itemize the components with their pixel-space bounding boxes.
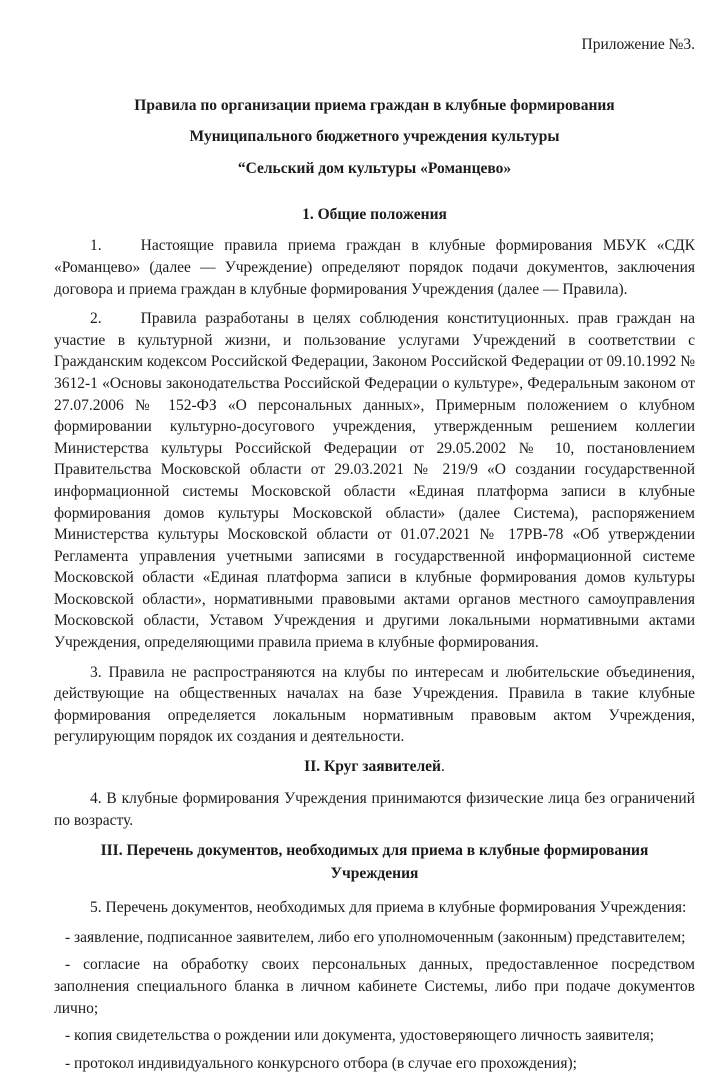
section-2-heading-period: . [440, 758, 445, 776]
document-list-item-2: - согласие на обработку своих персональных данных, предоставленное посредством заполнения специального бланка в личном кабинете Системы, либо при подаче документов лично; [54, 956, 695, 1017]
document-list-item-3: - копия свидетельства о рождении или документа, удостоверяющего личность заявителя; [65, 1027, 654, 1045]
annex-label: Приложение №3. [581, 36, 695, 53]
section-3-heading-line-1: III. Перечень документов, необходимых для приема в клубные формирования [100, 842, 649, 860]
paragraph-2-text: Правила разработаны в целях соблюдения конституционных. прав граждан на участие в культурной жизни, и пользование услугами Учреждений в соответствии с Гражданским кодексом Российской Федерации, Законом Российской Федерации от 09.10.1992 № 3612-1 «Основы законодательства Российской Федерации о культуре», Федеральным законом от 27.07.2006 № 152-ФЗ «О персональных данных», Примерным положением о клубном формировании культурно-досугового учреждения, утвержденным решением коллегии Министерства культуры Российской Федерации от 29.05.2002 № 10, постановлением Правительства Московской области от 29.03.2021 № 219/9 «О создании государственной информационной системы Московской области «Единая платформа записи в клубные формирования домов культуры Московской области» (далее Система), распоряжением Министерства культуры Московской области от 01.07.2021 № 17РВ-78 «Об утверждении Регламента управления учетными записями в государственной информационной системе Московской области «Единая платформа записи в клубные формирования домов культуры Московской области», нормативными правовыми актами органов местного самоуправления Московской области, Уставом Учреждения и другими локальными нормативными актами Учреждения, определяющими правила приема в клубные формирования. [54, 310, 695, 652]
title-line-2: Муниципального бюджетного учреждения культуры [189, 128, 560, 146]
document-list-item-4: - протокол индивидуального конкурсного отбора (в случае его прохождения); [65, 1054, 577, 1072]
paragraph-1-text: Настоящие правила приема граждан в клубные формирования МБУК «СДК «Романцево» (далее — Учреждение) определяют порядок подачи документов, заключения договора и приема граждан в клубные формирования Учреждения (далее — Правила). [54, 237, 695, 298]
document-list-item-1: - заявление, подписанное заявителем, либо его уполномоченным (законным) представителем; [65, 928, 686, 946]
paragraph-5: 5. Перечень документов, необходимых для приема в клубные формирования Учреждения: [90, 899, 687, 917]
paragraph-1-number: 1. [90, 237, 102, 255]
paragraph-2 [54, 308, 695, 654]
paragraph-4: 4. В клубные формирования Учреждения принимаются физические лица без ограничений по возрасту. [54, 790, 695, 829]
paragraph-2-number: 2. [90, 310, 102, 328]
section-1-heading: 1. Общие положения [302, 206, 447, 224]
title-line-1: Правила по организации приема граждан в клубные формирования [134, 96, 615, 114]
title-line-3: “Сельский дом культуры «Романцево» [237, 159, 512, 177]
paragraph-3: 3. Правила не распространяются на клубы по интересам и любительские объединения, действующие на общественных началах на базе Учреждения. Правила в такие клубные формирования определяется локальным нормативным правовым актом Учреждения, регулирующим порядок их создания и деятельности. [54, 663, 695, 746]
section-3-heading-line-2: Учреждения [330, 865, 419, 883]
document-title [54, 95, 695, 180]
paragraph-1 [54, 235, 695, 300]
section-2-heading [54, 756, 695, 778]
section-3-heading [54, 839, 695, 885]
section-2-heading-text: II. Круг заявителей [304, 758, 441, 776]
